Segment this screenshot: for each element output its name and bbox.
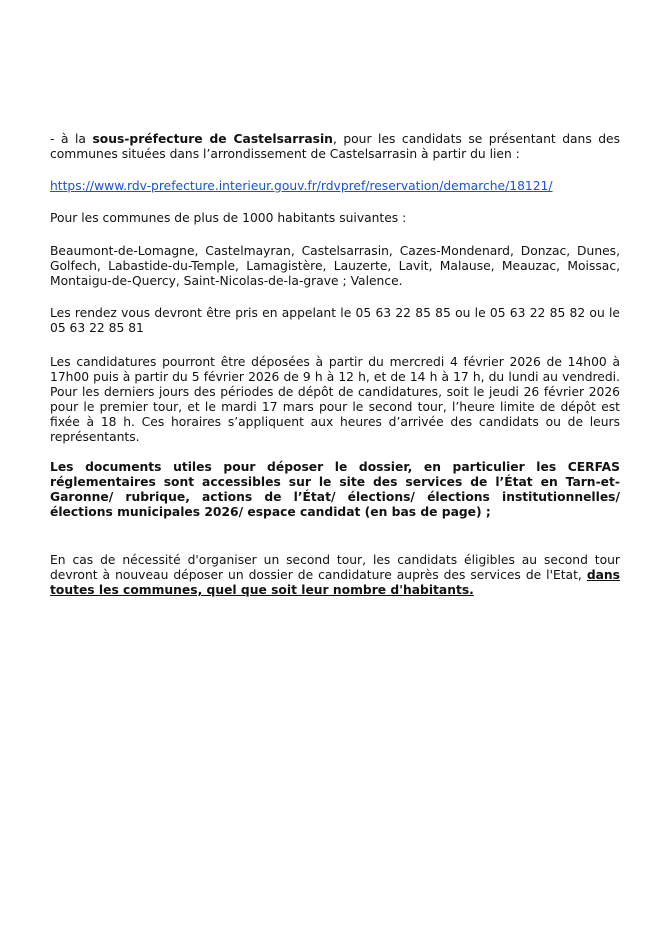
- reservation-link[interactable]: https://www.rdv-prefecture.interieur.gouv.fr/rdvpref/reservation/demarche/18121/: [50, 179, 553, 193]
- paragraph-communes-list: Beaumont-de-Lomagne, Castelmayran, Castelsarrasin, Cazes-Mondenard, Donzac, Dunes, Golfech, Labastide-du-Temple, Lamagistère, Lauzerte, Lavit, Malause, Meauzac, Moissac, Montaigu-de-Quercy, Saint-Nicolas-de-la-grave ; Valence.: [50, 244, 620, 288]
- second-tour-text: En cas de nécessité d'organiser un second tour, les candidats éligibles au second tour devront à nouveau déposer un dossier de candidature auprès des services de l'Etat,: [50, 553, 620, 582]
- reservation-link-paragraph: [50, 179, 620, 194]
- sous-prefecture-name: sous-préfecture de Castelsarrasin: [92, 132, 333, 146]
- paragraph-second-tour: [50, 553, 620, 598]
- paragraph-suffix: , pour les candidats se présentant dans des communes situées dans l’arrondissement de Castelsarrasin à partir du lien :: [50, 132, 621, 161]
- document-body: [50, 132, 620, 598]
- paragraph-prefix: - à la: [50, 132, 93, 146]
- paragraph-phone-numbers: Les rendez vous devront être pris en appelant le 05 63 22 85 85 ou le 05 63 22 85 82 ou le 05 63 22 85 81: [50, 306, 620, 335]
- paragraph-communes-intro: Pour les communes de plus de 1000 habitants suivantes :: [50, 211, 407, 225]
- paragraph-castelsarrasin: [50, 132, 620, 162]
- paragraph-documents: Les documents utiles pour déposer le dossier, en particulier les CERFAS réglementaires sont accessibles sur le site des services de l’État en Tarn-et-Garonne/ rubrique, actions de l’État/ élections/ élections institutionnelles/ élections municipales 2026/ espace candidat (en bas de page) ;: [50, 460, 620, 519]
- second-tour-emphasis: dans toutes les communes, quel que soit leur nombre d'habitants.: [50, 568, 620, 597]
- paragraph-schedule: Les candidatures pourront être déposées à partir du mercredi 4 février 2026 de 14h00 à 17h00 puis à partir du 5 février 2026 de 9 h à 12 h, et de 14 h à 17 h, du lundi au vendredi. Pour les derniers jours des périodes de dépôt de candidatures, soit le jeudi 26 février 2026 pour le premier tour, et le mardi 17 mars pour le second tour, l’heure limite de dépôt est fixée à 18 h. Ces horaires s’appliquent aux heures d’arrivée des candidats ou de leurs représentants.: [50, 355, 620, 444]
